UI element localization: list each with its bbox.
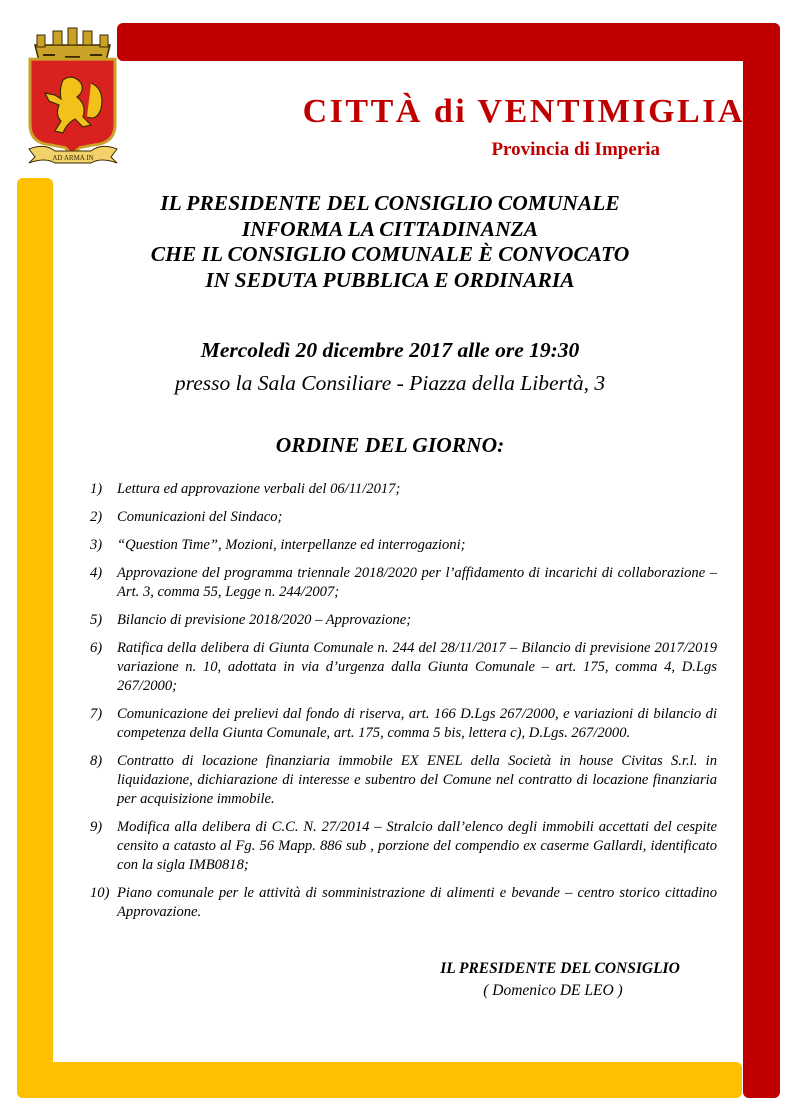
red-frame-top <box>117 23 780 61</box>
agenda-item-number: 7) <box>90 706 103 722</box>
agenda-item <box>90 639 717 696</box>
agenda-item-text: Piano comunale per le attività di somministrazione di alimenti e bevande – centro storico cittadino Approvazione. <box>117 885 717 920</box>
motto-text: AD ARMA IN <box>52 154 94 162</box>
announcement-line: IN SEDUTA PUBBLICA E ORDINARIA <box>205 267 575 292</box>
shield-icon <box>30 59 115 154</box>
agenda-item <box>90 508 717 527</box>
agenda-item <box>90 818 717 875</box>
signature-name: ( Domenico DE LEO ) <box>483 982 623 999</box>
announcement-line: IL PRESIDENTE DEL CONSIGLIO COMUNALE <box>160 191 620 215</box>
agenda-item-number: 9) <box>90 819 103 835</box>
agenda-item-text: Comunicazione dei prelievi dal fondo di riserva, art. 166 D.Lgs 267/2000, e variazioni di bilancio di competenza della Giunta Comunale, art. 175, comma 5 bis, lettera c), D.Lgs. 267/2000. <box>117 706 717 741</box>
agenda-item <box>90 705 717 743</box>
agenda-item-number: 4) <box>90 565 103 581</box>
agenda-item <box>90 752 717 809</box>
agenda-item-number: 3) <box>90 537 103 553</box>
agenda-item-text: “Question Time”, Mozioni, interpellanze ed interrogazioni; <box>117 537 466 553</box>
agenda-item-number: 2) <box>90 509 103 525</box>
province-subtitle: Provincia di Imperia <box>491 139 660 160</box>
agenda-item-number: 6) <box>90 640 103 656</box>
red-frame-right <box>743 23 780 1098</box>
agenda-item-number: 8) <box>90 753 103 769</box>
agenda-item-text: Ratifica della delibera di Giunta Comunale n. 244 del 28/11/2017 – Bilancio di previsione 2017/2019 variazione n. 10, adottata in via d’urgenza dalla Giunta Comunale – art. 175, comma 4, D.Lgs 267/2000; <box>117 640 717 694</box>
agenda-item-text: Bilancio di previsione 2018/2020 – Approvazione; <box>117 612 412 628</box>
agenda-item <box>90 480 717 499</box>
agenda-item <box>90 884 717 922</box>
agenda-item-text: Approvazione del programma triennale 2018/2020 per l’affidamento di incarichi di collaborazione – Art. 3, comma 55, Legge n. 244/2007; <box>117 565 717 600</box>
announcement-line: INFORMA LA CITTADINANZA <box>241 216 539 241</box>
announcement-line: CHE IL CONSIGLIO COMUNALE È CONVOCATO <box>150 242 630 266</box>
agenda-list <box>90 480 717 931</box>
agenda-item-number: 5) <box>90 612 103 628</box>
meeting-date: Mercoledì 20 dicembre 2017 alle ore 19:30 <box>200 338 580 362</box>
agenda-item-number: 1) <box>90 481 103 497</box>
agenda-title: ORDINE DEL GIORNO: <box>275 433 505 457</box>
agenda-item <box>90 564 717 602</box>
agenda-item <box>90 536 717 555</box>
signature-title: IL PRESIDENTE DEL CONSIGLIO <box>440 960 680 977</box>
yellow-frame-bottom <box>17 1062 742 1098</box>
agenda-item-text: Modifica alla delibera di C.C. N. 27/2014 – Stralcio dall’elenco degli immobili accettati del cespite censito a catasto al Fg. 56 Mapp. 886 sub , porzione del compendio ex caserme Gallardi, identificato con la sigla IMB0818; <box>117 819 717 873</box>
agenda-item <box>90 611 717 630</box>
meeting-place: presso la Sala Consiliare - Piazza della Libertà, 3 <box>174 371 606 395</box>
agenda-item-text: Contratto di locazione finanziaria immobile EX ENEL della Società in house Civitas S.r.l. in liquidazione, dichiarazione di interesse e subentro del Comune nel contratto di locazione finanziaria per acquisizione immobile. <box>117 753 717 807</box>
announcement-block <box>60 191 720 293</box>
city-coat-of-arms-icon <box>25 25 120 165</box>
agenda-item-text: Lettura ed approvazione verbali del 06/11/2017; <box>117 481 401 497</box>
agenda-item-number: 10) <box>90 885 110 901</box>
agenda-item-text: Comunicazioni del Sindaco; <box>117 509 283 525</box>
city-title: CITTÀ di VENTIMIGLIA <box>302 93 745 130</box>
yellow-frame-left <box>17 178 53 1098</box>
